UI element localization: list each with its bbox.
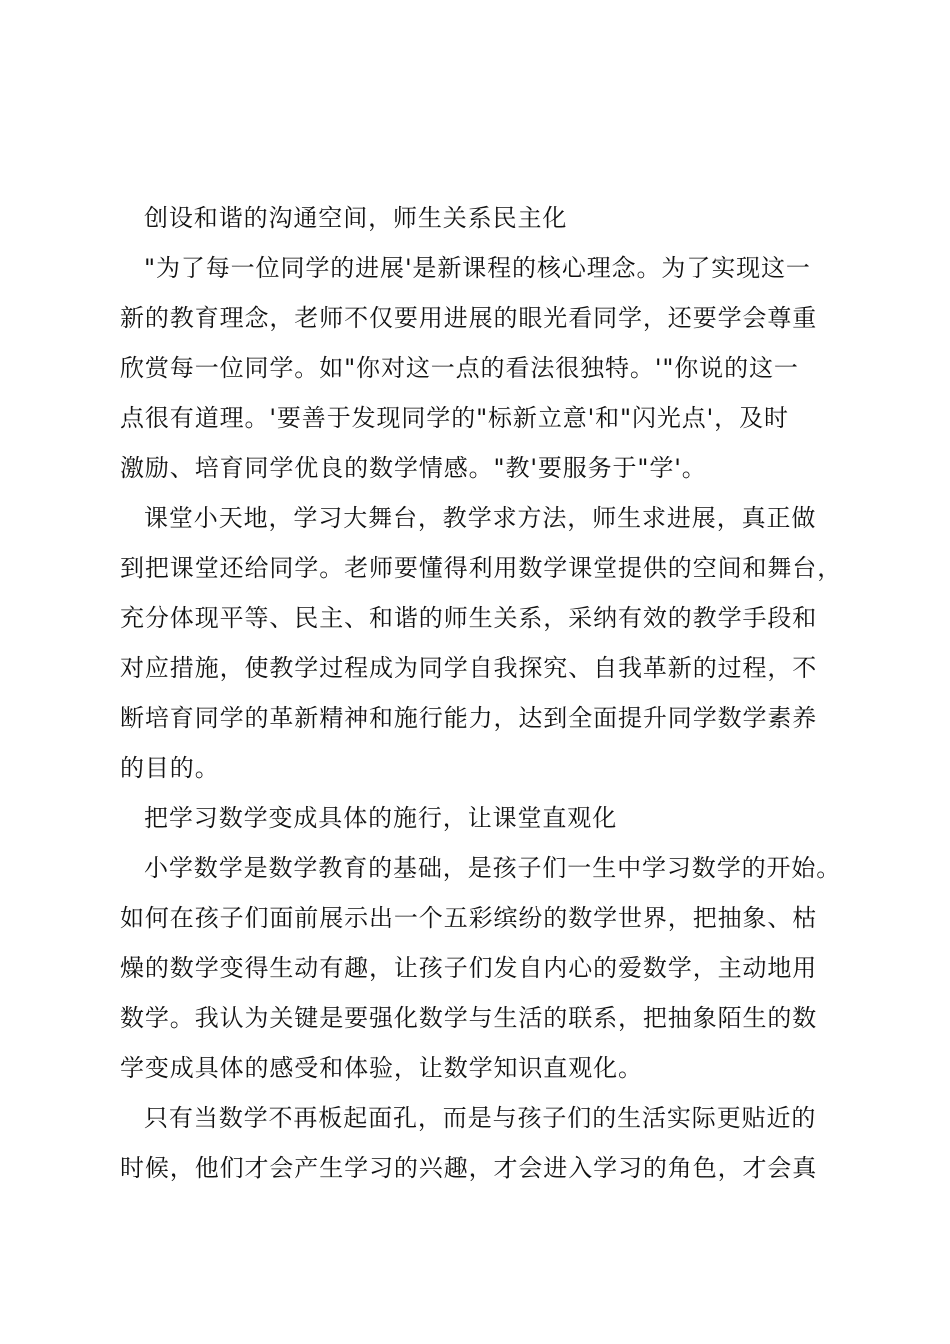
- paragraph-line: 的目的。: [120, 754, 220, 782]
- section-heading: 把学习数学变成具体的施行，让课堂直观化: [144, 804, 618, 832]
- paragraph-line: 如何在孩子们面前展示出一个五彩缤纷的数学世界，把抽象、枯: [120, 904, 818, 932]
- paragraph-line: 充分体现平等、民主、和谐的师生关系，采纳有效的教学手段和: [120, 604, 818, 632]
- paragraph-line: 燥的数学变得生动有趣，让孩子们发自内心的爱数学，主动地用: [120, 954, 818, 982]
- paragraph-line: 数学。我认为关键是要强化数学与生活的联系，把抽象陌生的数: [120, 1004, 818, 1032]
- paragraph-line: 时候，他们才会产生学习的兴趣，才会进入学习的角色，才会真: [120, 1154, 818, 1182]
- paragraph-line: 到把课堂还给同学。老师要懂得利用数学课堂提供的空间和舞台，: [120, 554, 843, 582]
- paragraph-line: 对应措施，使教学过程成为同学自我探究、自我革新的过程，不: [120, 654, 818, 682]
- paragraph-line: 只有当数学不再板起面孔，而是与孩子们的生活实际更贴近的: [144, 1104, 817, 1132]
- paragraph-line: 课堂小天地，学习大舞台，教学求方法，师生求进展，真正做: [144, 504, 817, 532]
- paragraph-line: 小学数学是数学教育的基础，是孩子们一生中学习数学的开始。: [144, 854, 842, 882]
- paragraph-line: 点很有道理。'要善于发现同学的"标新立意'和"闪光点'，及时: [120, 404, 789, 432]
- paragraph-line: 新的教育理念，老师不仅要用进展的眼光看同学，还要学会尊重: [120, 304, 818, 332]
- paragraph-line: 欣赏每一位同学。如"你对这一点的看法很独特。'"你说的这一: [120, 354, 799, 382]
- paragraph-line: 激励、培育同学优良的数学情感。"教'要服务于"学'。: [120, 454, 707, 482]
- paragraph-line: 断培育同学的革新精神和施行能力，达到全面提升同学数学素养: [120, 704, 818, 732]
- paragraph-line: 学变成具体的感受和体验，让数学知识直观化。: [120, 1054, 643, 1082]
- section-heading: 创设和谐的沟通空间，师生关系民主化: [144, 204, 568, 232]
- paragraph-line: "为了每一位同学的进展'是新课程的核心理念。为了实现这一: [144, 254, 811, 282]
